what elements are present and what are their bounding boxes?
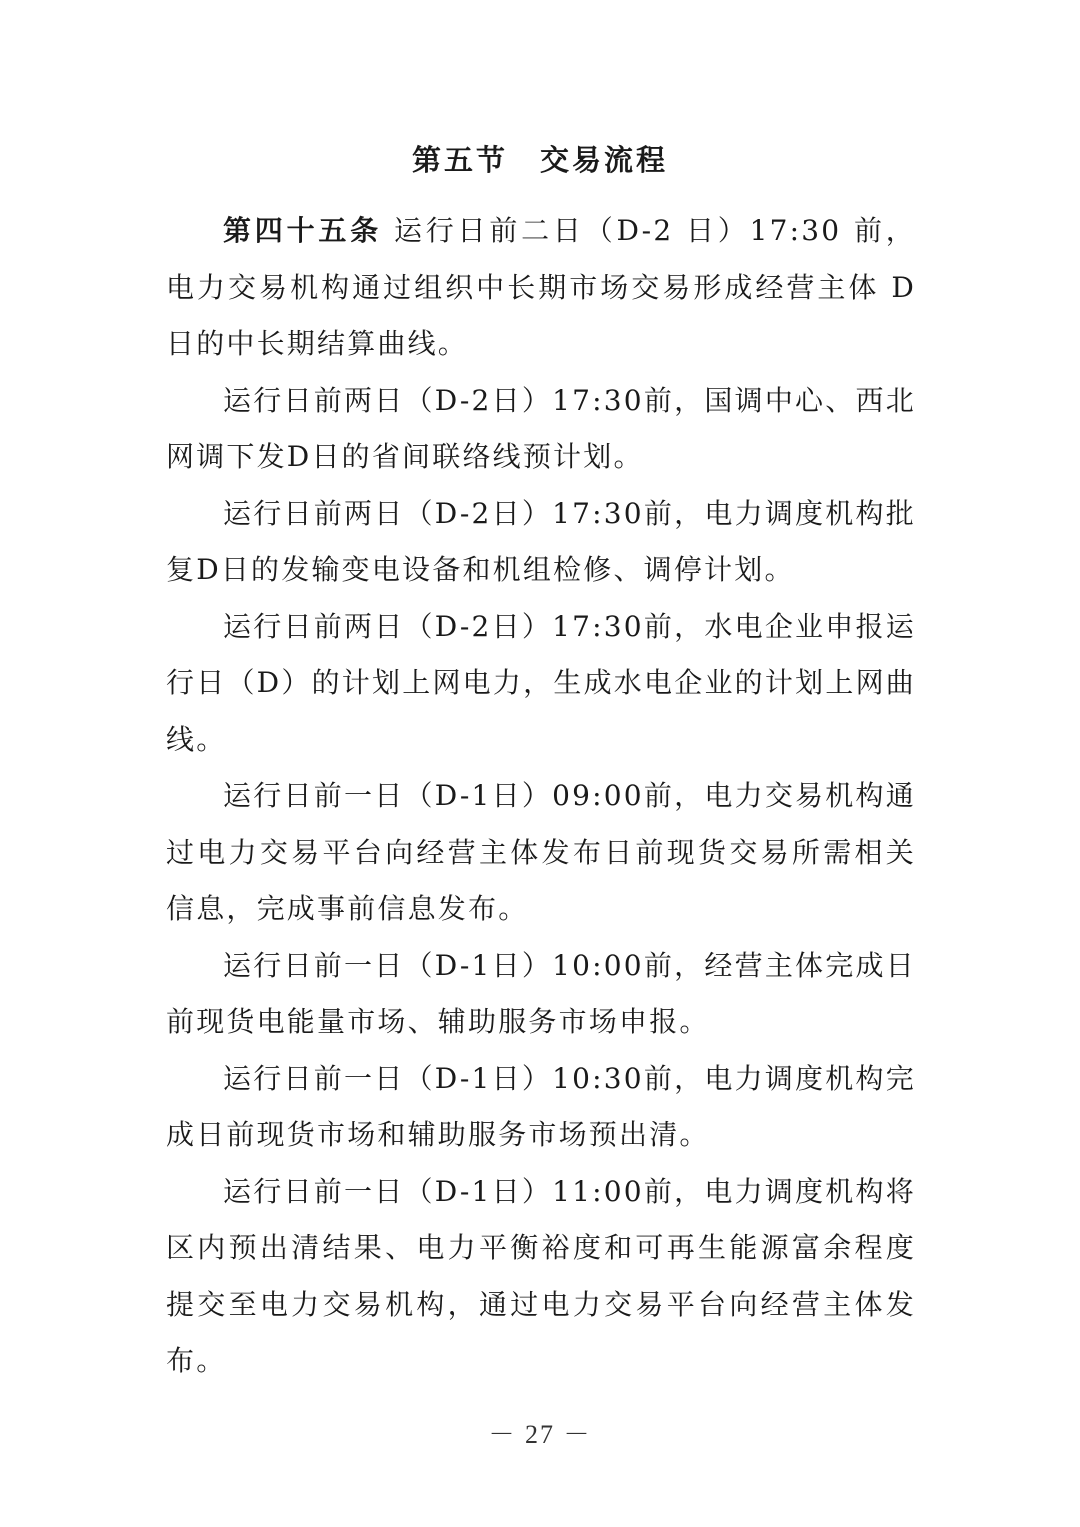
- paragraph: 运行日前一日（D-1日）11:00前，电力调度机构将区内预出清结果、电力平衡裕度和可再生能源富余程度提交至电力交易机构，通过电力交易平台向经营主体发布。: [166, 1174, 916, 1377]
- paragraph: 运行日前一日（D-1日）09:00前，电力交易机构通过电力交易平台向经营主体发布日前现货交易所需相关信息，完成事前信息发布。: [166, 779, 916, 925]
- paragraph: 运行日前一日（D-1日）10:30前，电力调度机构完成日前现货市场和辅助服务市场预出清。: [166, 1061, 916, 1151]
- section-title: 第五节 交易流程: [411, 143, 668, 177]
- paragraph: 运行日前一日（D-1日）10:00前，经营主体完成日前现货电能量市场、辅助服务市场申报。: [166, 948, 916, 1038]
- paragraph: 运行日前两日（D-2日）17:30前，电力调度机构批复D日的发输变电设备和机组检修、调停计划。: [166, 496, 916, 586]
- article-text: 运行日前二日（D-2 日）17:30 前，电力交易机构通过组织中长期市场交易形成经营主体 D 日的中长期结算曲线。: [166, 214, 916, 360]
- page-number: － 27 －: [488, 1420, 592, 1449]
- article-paragraph: [166, 203, 916, 373]
- paragraph: 运行日前两日（D-2日）17:30前，水电企业申报运行日（D）的计划上网电力，生成水电企业的计划上网曲线。: [166, 609, 916, 756]
- article-label: 第四十五条: [223, 214, 382, 247]
- paragraph: 运行日前两日（D-2日）17:30前，国调中心、西北网调下发D日的省间联络线预计划。: [166, 383, 916, 473]
- body-text: [166, 203, 916, 1390]
